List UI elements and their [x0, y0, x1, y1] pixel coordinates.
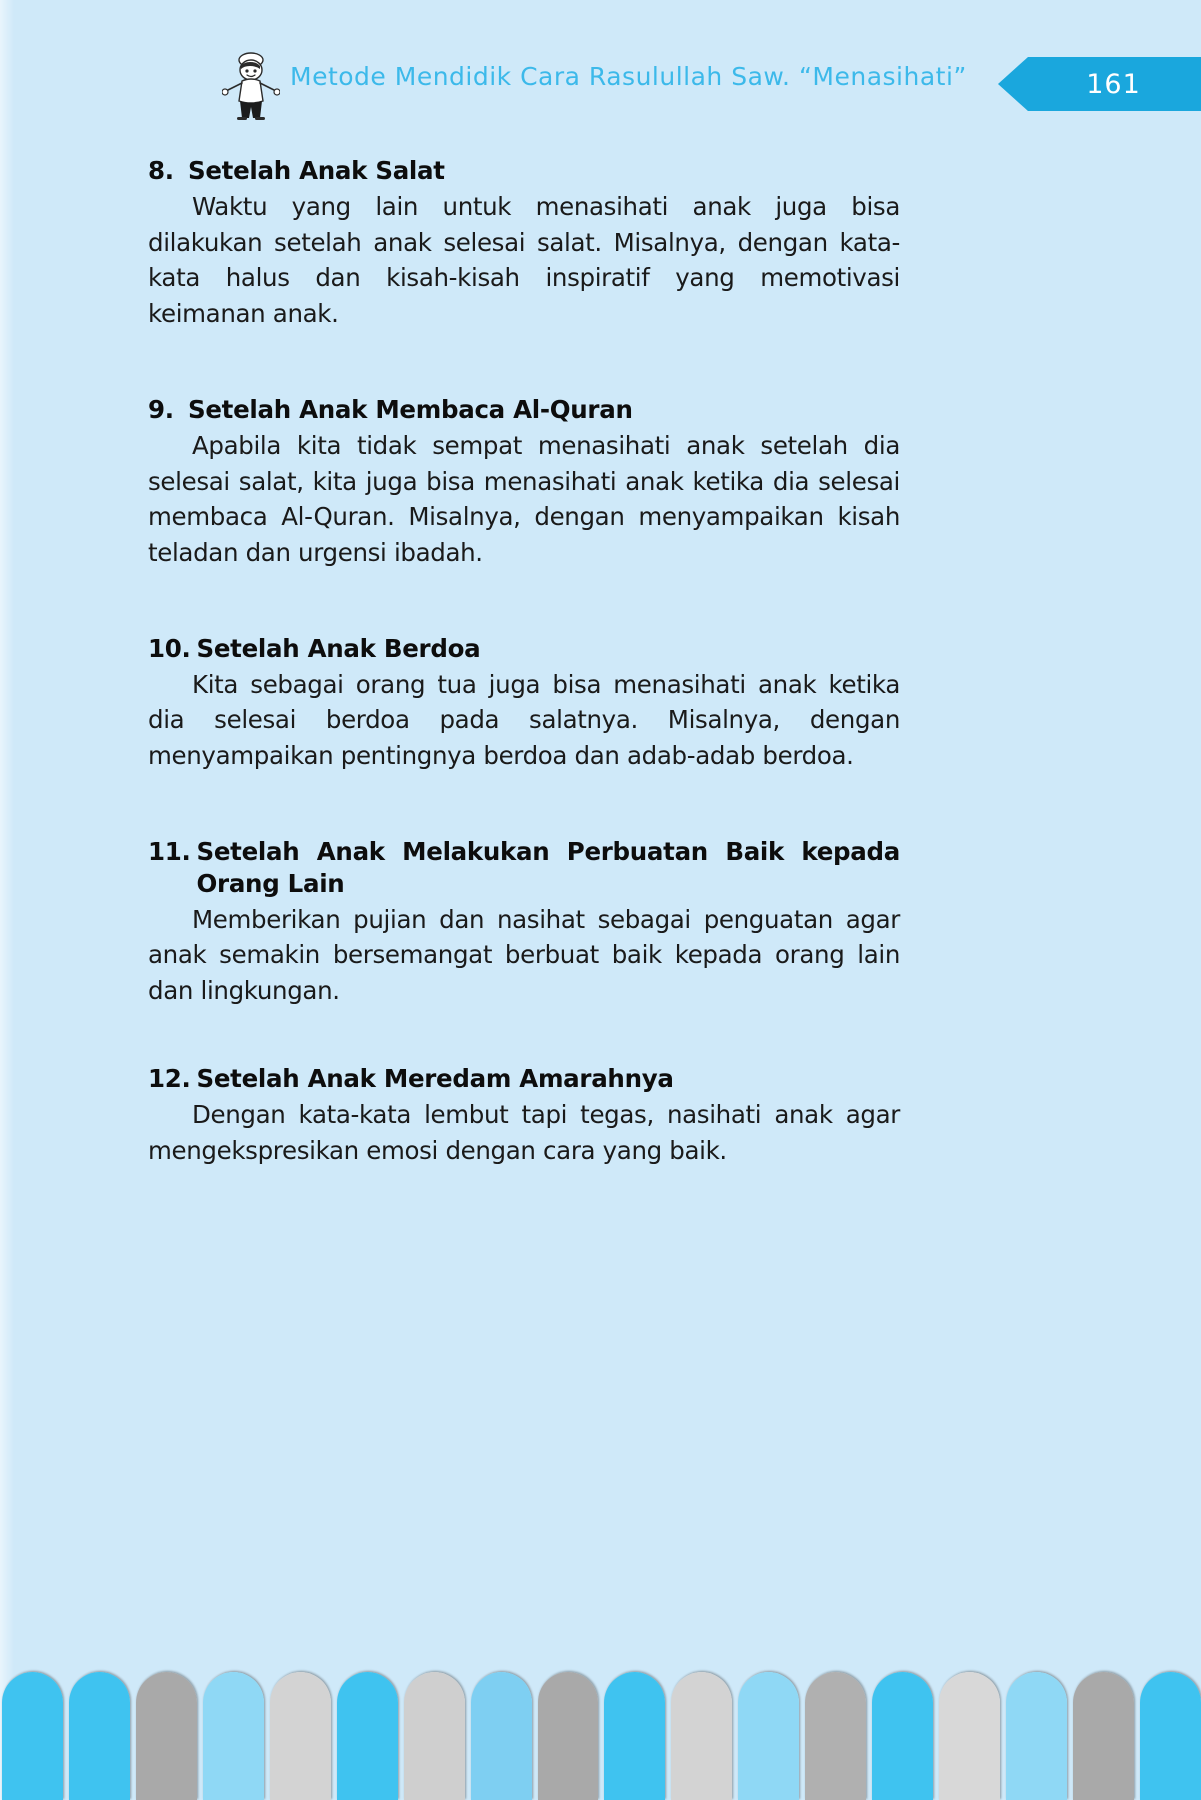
section-11: [148, 836, 900, 1009]
section-11-heading: [148, 836, 900, 900]
section-12-heading: [148, 1063, 900, 1095]
footer-picket-decoration: [0, 1640, 1201, 1800]
section-9-heading: [148, 394, 900, 426]
footer-picket: [404, 1672, 465, 1800]
spacer: [148, 800, 900, 836]
footer-picket: [538, 1672, 599, 1800]
footer-picket: [337, 1672, 398, 1800]
footer-picket: [604, 1672, 665, 1800]
page-content: [148, 155, 900, 1194]
footer-picket: [203, 1672, 264, 1800]
section-10-title: Setelah Anak Berdoa: [196, 633, 481, 663]
footer-picket: [270, 1672, 331, 1800]
spacer: [148, 1035, 900, 1063]
section-11-body: Memberikan pujian dan nasihat sebagai penguatan agar anak semakin bersemangat berbuat baik kepada orang lain dan lingkungan.: [148, 904, 900, 1006]
section-10-number: 10.: [148, 633, 191, 663]
section-12-body: Dengan kata-kata lembut tapi tegas, nasihati anak agar mengekspresikan emosi dengan cara yang baik.: [148, 1099, 900, 1165]
section-10-body: Kita sebagai orang tua juga bisa menasihati anak ketika dia selesai berdoa pada salatnya. Misalnya, dengan menyampaikan pentingnya berdoa dan adab-adab berdoa.: [148, 669, 900, 771]
section-10-heading: [148, 633, 900, 665]
footer-picket: [1006, 1672, 1067, 1800]
section-8-title: Setelah Anak Salat: [188, 156, 445, 185]
section-9: [148, 394, 900, 571]
section-8: [148, 155, 900, 332]
page-edge-shadow: [0, 0, 14, 1800]
footer-picket: [872, 1672, 933, 1800]
footer-picket: [805, 1672, 866, 1800]
section-9-body: Apabila kita tidak sempat menasihati anak setelah dia selesai salat, kita juga bisa menasihati anak ketika dia selesai membaca Al-Quran. Misalnya, dengan menyampaikan kisah teladan dan urgensi ibadah.: [148, 430, 900, 568]
page-header: [0, 0, 1201, 128]
spacer: [148, 358, 900, 394]
section-12-number: 12.: [148, 1063, 191, 1093]
section-9-number: 9.: [148, 394, 174, 424]
section-8-number: 8.: [148, 156, 174, 185]
section-12: [148, 1063, 900, 1168]
footer-picket: [738, 1672, 799, 1800]
section-12-title: Setelah Anak Meredam Amarahnya: [196, 1063, 674, 1093]
page-number: 161: [1086, 68, 1141, 100]
footer-picket: [471, 1672, 532, 1800]
footer-picket: [2, 1672, 63, 1800]
footer-picket: [671, 1672, 732, 1800]
boy-character-icon: [222, 48, 280, 120]
section-11-title: Setelah Anak Melakukan Perbuatan Baik kepada Orang Lain: [196, 836, 900, 898]
section-10: [148, 633, 900, 774]
header-title: Metode Mendidik Cara Rasulullah Saw. “Menasihati”: [290, 62, 967, 91]
footer-picket: [1073, 1672, 1134, 1800]
footer-picket: [69, 1672, 130, 1800]
section-11-number: 11.: [148, 836, 191, 866]
section-8-heading: [148, 155, 900, 187]
spacer: [148, 597, 900, 633]
footer-picket: [939, 1672, 1000, 1800]
footer-picket: [136, 1672, 197, 1800]
section-8-body: Waktu yang lain untuk menasihati anak juga bisa dilakukan setelah anak selesai salat. Misalnya, dengan kata-kata halus dan kisah-kisah inspiratif yang memotivasi keimanan anak.: [148, 191, 900, 329]
footer-picket: [1140, 1672, 1201, 1800]
section-9-title: Setelah Anak Membaca Al-Quran: [188, 394, 633, 424]
